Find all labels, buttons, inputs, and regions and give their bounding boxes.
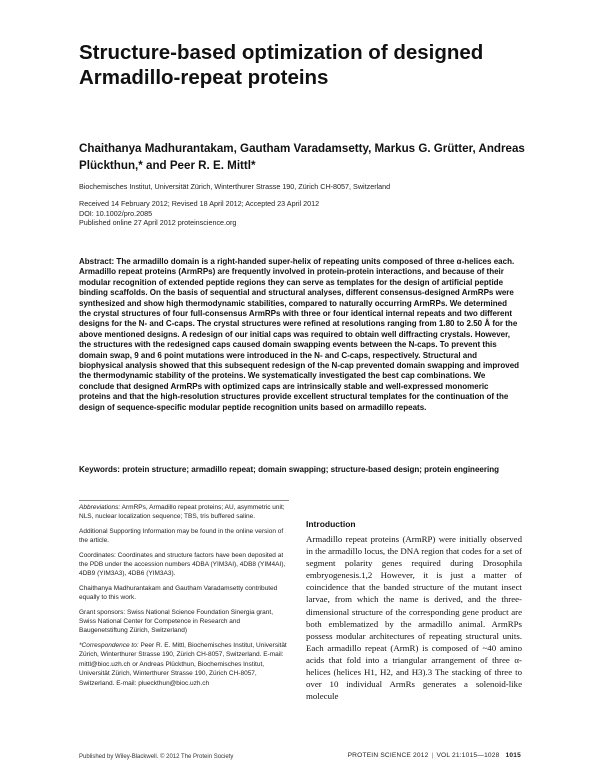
abstract [79, 257, 521, 413]
affiliation: Biochemisches Institut, Universität Zürich, Winterthurer Strasse 190, Zürich CH-8057, Switzerland [79, 182, 391, 191]
journal-footer: PROTEIN SCIENCE 2012 | VOL 21:1015—1028 1015 [347, 752, 521, 759]
publisher-line: Published by Wiley-Blackwell. © 2012 The Protein Society [79, 754, 234, 760]
correspondence-label: *Correspondence to: [79, 641, 139, 649]
article-history [79, 199, 529, 228]
footnote-supporting-info: Additional Supporting Information may be found in the online version of the article. [79, 527, 284, 545]
footnote-divider [79, 500, 289, 501]
introduction-heading: Introduction [306, 519, 356, 529]
doi: DOI: 10.1002/pro.2085 [79, 208, 153, 218]
article-title: Structure-based optimization of designed Armadillo-repeat proteins [79, 41, 484, 89]
introduction-text: Armadillo repeat proteins (ArmRP) were initially observed in the armadillo locus, the DNA region that codes for a set of segment polarity genes required during Drosophila embryogenesis.1,2 However, it is just a matter of coincidence that the banded structure of the mutant insect larvae, from which the name is derived, and the three-dimensional structure of the corresponding gene product are both emblematized by the armadillo animal. ArmRPs possess modular architectures of repeating structural units. Each armadillo repeat (ArmR) is composed of ~40 amino acids that fold into a triangular arrangement of three α-helices (helices H1, H2, and H3).3 The stacking of three to over 10 individual ArmRs generates a solenoid-like molecule [306, 534, 522, 702]
page-number: 1015 [505, 752, 521, 759]
journal-name: PROTEIN SCIENCE 2012 [347, 752, 429, 759]
footnote-equal-contribution: Chaithanya Madhurantakam and Gautham Varadamsetty contributed equally to this work. [79, 584, 278, 602]
footnote-correspondence: *Correspondence to: Peer R. E. Mittl, Biochemisches Institut, Universität Zürich, Winterthurer Strasse 190, Zürich CH-8057, Switzerland. E-mail: mittl@bioc.uzh.ch or Andreas Plückthun, Biochemisches Institut, Universität Zürich, Winterthurer Strasse 190, Zürich CH-8057, Switzerland. E-mail: plueckthun@bioc.uzh.ch [79, 641, 287, 687]
keywords-label: Keywords: [79, 465, 120, 474]
footnotes [79, 503, 289, 693]
published-online: Published online 27 April 2012 proteinscience.org [79, 218, 237, 228]
received-dates: Received 14 February 2012; Revised 18 April 2012; Accepted 23 April 2012 [79, 199, 320, 208]
abstract-label: Abstract: [79, 257, 115, 266]
footnote-abbreviations: Abbreviations: ArmRPs, Armadillo repeat proteins; AU, asymmetric unit; NLS, nuclear localization sequence; TBS, tris buffered saline. [79, 504, 285, 521]
keywords-text: protein structure; armadillo repeat; domain swapping; structure-based design; protein engineering [122, 465, 500, 474]
author-list: Chaithanya Madhurantakam, Gautham Varadamsetty, Markus G. Grütter, Andreas Plückthun,* and Peer R. E. Mittl* [79, 142, 525, 172]
footnote-coordinates: Coordinates: Coordinates and structure factors have been deposited at the PDB under the accession numbers 4DBA (YIM3AI), 4DB8 (YIM4AI), 4DB9 (YIM3A3), 4DB6 (YIM3A3). [79, 551, 286, 578]
abbreviations-label: Abbreviations: [79, 504, 121, 511]
journal-volume: VOL 21:1015—1028 [436, 752, 500, 759]
footnote-grants: Grant sponsors: Swiss National Science Foundation Sinergia grant, Swiss National Center for Competence in Research and Baugenetstiftung Zürich, Switzerland) [79, 608, 274, 635]
keywords [79, 465, 521, 475]
abstract-text: The armadillo domain is a right-handed super-helix of repeating units composed of three α-helices each. Armadillo repeat proteins (ArmRPs) are frequently involved in protein-protein interactions, and because of their modular recognition of extended peptide regions they can serve as templates for the design of artificial peptide binding scaffolds. On the basis of sequential and structural analyses, different consensus-designed ArmRPs were synthesized and show high thermodynamic stabilities, compared to naturally occurring ArmRPs. We determined the crystal structures of four full-consensus ArmRPs with three or four identical internal repeats and two different designs for the N- and C-caps. The crystal structures were refined at resolutions ranging from 1.80 to 2.50 Å for the above mentioned designs. A redesign of our initial caps was required to obtain well diffracting crystals. However, the structures with the redesigned caps caused domain swapping events between the N-caps. To prevent this domain swap, 9 and 6 point mutations were introduced in the N- and C-caps, respectively. Structural and biophysical analysis showed that this subsequent redesign of the N-cap prevented domain swapping and improved the thermodynamic stability of the proteins. We systematically investigated the best cap combinations. We conclude that designed ArmRPs with optimized caps are intrinsically stable and well-expressed monomeric proteins and that the high-resolution structures provide excellent structural templates for the continuation of the design of sequence-specific modular peptide recognition units based on armadillo repeats. [79, 257, 520, 412]
